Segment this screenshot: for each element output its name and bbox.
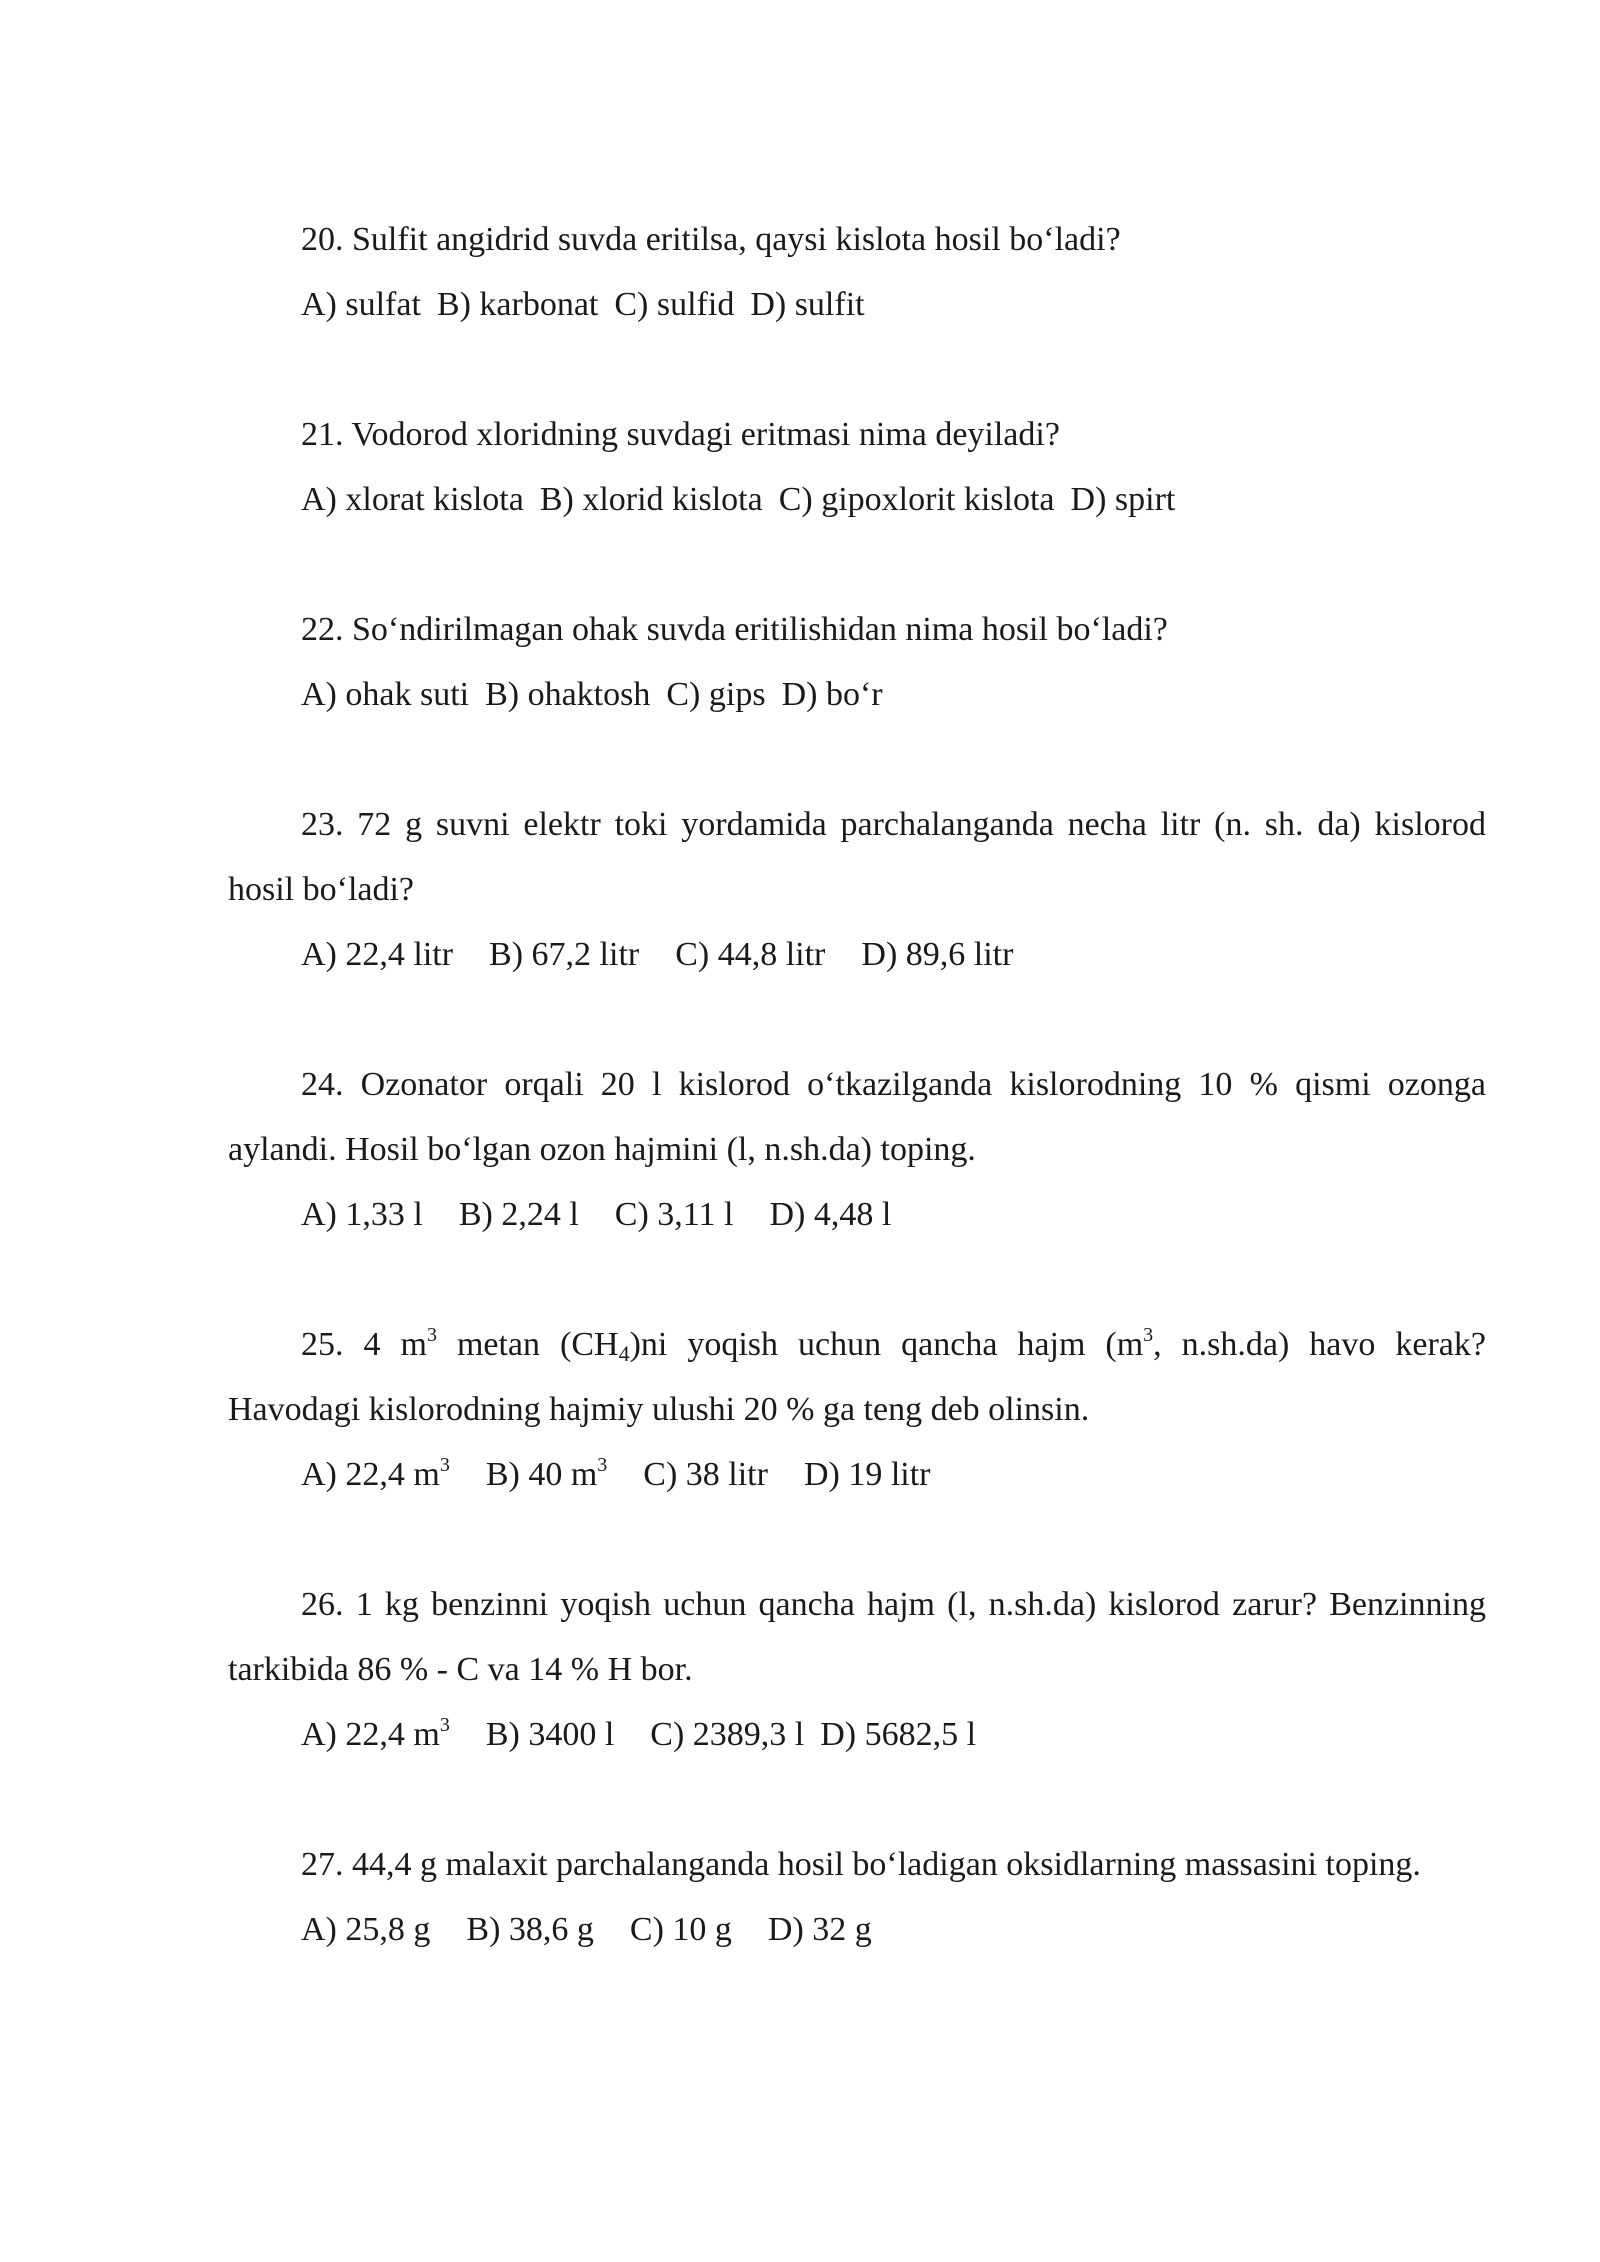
question-21 <box>228 402 1486 532</box>
option-c: C) 44,8 litr <box>675 936 826 973</box>
superscript: 3 <box>1143 1324 1154 1346</box>
answer-options <box>228 922 1486 987</box>
option-c: C) 10 g <box>629 1911 732 1948</box>
question-23 <box>228 792 1486 987</box>
option-c: C) 3,11 l <box>614 1196 734 1233</box>
option-a-text: A) 22,4 m <box>301 1716 440 1753</box>
answer-options <box>228 1897 1486 1962</box>
option-d: D) 89,6 litr <box>861 936 1014 973</box>
option-a: A) 25,8 g <box>301 1911 431 1948</box>
option-a <box>301 1702 450 1767</box>
option-c: C) gips <box>666 676 766 713</box>
option-c-text: C) 2389,3 l <box>650 1716 805 1753</box>
option-b-text: B) 3400 l <box>485 1716 615 1753</box>
text-part: metan (CH <box>436 1326 619 1363</box>
superscript: 3 <box>597 1454 608 1476</box>
option-d: D) 4,48 l <box>769 1196 892 1233</box>
option-b: B) 67,2 litr <box>489 936 640 973</box>
question-26 <box>228 1572 1486 1767</box>
option-c <box>643 1442 768 1507</box>
option-b: B) ohaktosh <box>485 676 651 713</box>
option-a: A) sulfat <box>301 286 421 323</box>
superscript: 3 <box>439 1714 450 1736</box>
option-d <box>820 1702 976 1767</box>
question-text: 21. Vodorod xloridning suvdagi eritmasi nima deyiladi? <box>301 416 1060 453</box>
option-a: A) 22,4 litr <box>301 936 454 973</box>
option-b <box>486 1702 614 1767</box>
option-d: D) spirt <box>1070 481 1176 518</box>
question-27 <box>228 1832 1486 1962</box>
answer-options <box>228 467 1486 532</box>
option-b: B) 2,24 l <box>458 1196 579 1233</box>
answer-options <box>228 1182 1486 1247</box>
text-part: , n.sh.da) havo kerak? Havodagi kislorodning hajmiy ulushi 20 % ga teng deb olinsin. <box>228 1326 1486 1428</box>
option-d: D) sulfit <box>750 286 865 323</box>
option-a <box>301 1442 450 1507</box>
text-part: 25. 4 m <box>301 1326 427 1363</box>
superscript: 3 <box>439 1454 450 1476</box>
question-text <box>228 1312 1486 1442</box>
option-d <box>804 1442 931 1507</box>
option-a-text: A) 22,4 m <box>301 1456 440 1493</box>
option-b: B) karbonat <box>436 286 599 323</box>
option-d-text: D) 5682,5 l <box>820 1716 977 1753</box>
option-c: C) gipoxlorit kislota <box>778 481 1055 518</box>
question-text: 26. 1 kg benzinni yoqish uchun qancha hajm (l, n.sh.da) kislorod zarur? Benzinning tarkibida 86 % - C va 14 % H bor. <box>228 1586 1486 1688</box>
question-text: 27. 44,4 g malaxit parchalanganda hosil bo‘ladigan oksidlarning massasini toping. <box>301 1846 1421 1883</box>
answer-options <box>228 272 1486 337</box>
option-c-text: C) 38 litr <box>643 1456 768 1493</box>
answer-options <box>228 1702 1486 1767</box>
text-part: )ni yoqish uchun qancha hajm (m <box>629 1326 1144 1363</box>
option-c: C) sulfid <box>614 286 735 323</box>
option-a: A) 1,33 l <box>301 1196 423 1233</box>
question-25 <box>228 1312 1486 1507</box>
option-d-text: D) 19 litr <box>803 1456 931 1493</box>
option-b-text: B) 40 m <box>485 1456 598 1493</box>
question-22 <box>228 597 1486 727</box>
answer-options <box>228 662 1486 727</box>
option-a: A) xlorat kislota <box>301 481 524 518</box>
question-text: 24. Ozonator orqali 20 l kislorod o‘tkazilganda kislorodning 10 % qismi ozonga aylandi. Hosil bo‘lgan ozon hajmini (l, n.sh.da) toping. <box>228 1066 1486 1168</box>
answer-options <box>228 1442 1486 1507</box>
option-b: B) 38,6 g <box>466 1911 594 1948</box>
option-d: D) 32 g <box>767 1911 872 1948</box>
question-24 <box>228 1052 1486 1247</box>
option-a: A) ohak suti <box>301 676 470 713</box>
option-b: B) xlorid kislota <box>539 481 763 518</box>
question-text: 23. 72 g suvni elektr toki yordamida parchalanganda necha litr (n. sh. da) kislorod hosil bo‘ladi? <box>228 806 1486 908</box>
option-d: D) bo‘r <box>781 676 883 713</box>
question-text: 22. So‘ndirilmagan ohak suvda eritilishidan nima hosil bo‘ladi? <box>301 611 1168 648</box>
option-b <box>486 1442 607 1507</box>
question-text: 20. Sulfit angidrid suvda eritilsa, qaysi kislota hosil bo‘ladi? <box>301 221 1121 258</box>
option-c <box>650 1702 804 1767</box>
superscript: 3 <box>426 1324 437 1346</box>
question-20 <box>228 207 1486 337</box>
subscript: 4 <box>618 1341 630 1366</box>
